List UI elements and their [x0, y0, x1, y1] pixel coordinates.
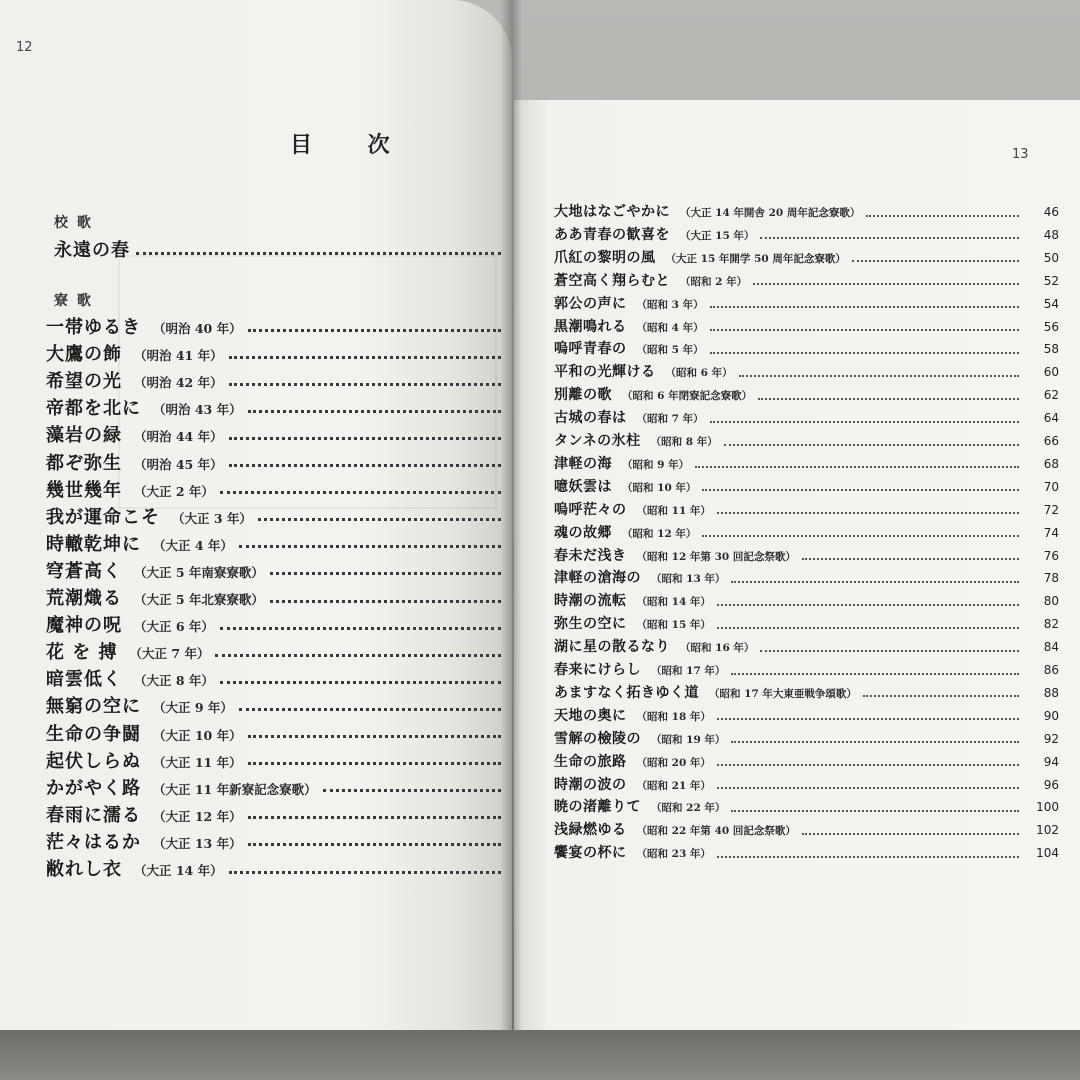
leader-dots: [717, 856, 1019, 858]
toc-entry-title: 魂の故郷: [554, 524, 612, 541]
leader-dots: [731, 810, 1019, 812]
toc-entry-title: 暁の渚離りて: [554, 799, 641, 816]
leader-dots: [239, 708, 501, 711]
leader-dots: [717, 627, 1019, 629]
toc-entry-title: 時潮の波の: [554, 776, 627, 793]
toc-entry-title: 生命の旅路: [554, 753, 627, 770]
toc-entry-year: （大正 11 年）: [153, 754, 242, 770]
leader-dots: [731, 741, 1019, 743]
toc-entry-year: （昭和 8 年）: [650, 436, 718, 448]
toc-entry-year: （大正 2 年）: [134, 483, 214, 499]
leader-dots: [731, 581, 1019, 583]
leader-dots: [220, 681, 501, 684]
toc-entry-title: 雪解の檢陵の: [554, 730, 641, 747]
toc-entry-title: 敝れし衣: [46, 859, 122, 880]
toc-entry-year: （昭和 7 年）: [636, 413, 704, 426]
toc-entry: [554, 247, 1059, 270]
toc-entry-title: 生命の争闘: [46, 723, 141, 745]
toc-entry-title: 穹蒼高く: [46, 560, 122, 582]
leader-dots: [695, 466, 1019, 468]
toc-entry-year: （昭和 22 年）: [651, 802, 726, 815]
leader-dots: [724, 444, 1019, 446]
toc-entry-page: 104: [1036, 846, 1059, 861]
leader-dots: [239, 545, 501, 548]
leader-dots: [802, 833, 1019, 835]
toc-entry-title: 春雨に濡る: [46, 804, 141, 826]
toc-entry-year: （明治 45 年）: [134, 456, 223, 472]
toc-entry: [46, 855, 501, 881]
toc-entry: [554, 499, 1059, 522]
toc-entry-title: タンネの氷柱: [554, 433, 641, 449]
leader-dots: [248, 410, 501, 413]
toc-entry-title: 津軽の滄海の: [554, 570, 641, 587]
toc-entry-year: （大正 6 年）: [134, 619, 214, 635]
toc-entry: [554, 453, 1059, 476]
toc-entry-year: （明治 43 年）: [153, 402, 242, 418]
toc-entry-year: （明治 42 年）: [134, 375, 223, 391]
book-gutter: [500, 0, 522, 1080]
toc-entry-page: 92: [1043, 731, 1059, 746]
toc-entry: [46, 340, 501, 366]
leader-dots: [270, 572, 501, 575]
toc-entry-title: 起伏しらぬ: [46, 750, 141, 772]
leader-dots: [710, 306, 1019, 308]
toc-entry-title: 春来にけらし: [554, 662, 641, 678]
toc-entry: [554, 682, 1059, 705]
leader-dots: [323, 789, 501, 792]
toc-entry-title: 天地の奥に: [554, 707, 627, 724]
toc-entry-title: 大鷹の飾: [46, 344, 122, 366]
toc-entry-year: （大正 15 年開学 50 周年記念寮歌）: [665, 252, 846, 265]
toc-entry-year: （昭和 19 年）: [651, 733, 726, 746]
toc-entry-year: （昭和 4 年）: [636, 321, 704, 334]
toc-entry-page: 88: [1043, 685, 1059, 700]
leader-dots: [248, 816, 501, 819]
toc-entry-title: 黒潮鳴れる: [554, 318, 627, 335]
toc-entry-year: （大正 12 年）: [153, 808, 242, 824]
toc-entry-title: 幾世幾年: [46, 479, 122, 501]
leader-dots: [229, 383, 501, 386]
toc-entry: [46, 720, 501, 746]
leader-dots: [229, 871, 501, 874]
toc-entry: [554, 705, 1059, 728]
toc-entry: [554, 338, 1059, 361]
toc-entry-title: 噫妖雲は: [554, 478, 612, 495]
toc-entry: [46, 449, 501, 475]
toc-entry: [46, 557, 501, 583]
toc-entry: [554, 819, 1059, 842]
toc-entry: [46, 367, 501, 393]
toc-entry: [554, 476, 1059, 499]
toc-entry: [554, 545, 1059, 568]
leader-dots: [717, 604, 1019, 606]
leader-dots: [710, 352, 1019, 354]
toc-entry: [46, 503, 501, 529]
toc-entry-title: 嗚呼青春の: [554, 341, 627, 358]
toc-entry-title: 津軽の海: [554, 455, 612, 472]
toc-entry-page: 86: [1043, 663, 1059, 677]
leader-dots: [717, 787, 1019, 789]
toc-entry-title: 湖に星の散るなり: [554, 639, 670, 656]
toc-entry-title: 嗚呼茫々の: [554, 501, 627, 518]
section-label-dorm-songs: 寮 歌: [54, 293, 93, 309]
leader-dots: [717, 764, 1019, 766]
toc-entry-year: （昭和 10 年）: [622, 481, 697, 494]
toc-entry: [46, 665, 501, 691]
toc-entry-year: （昭和 16 年）: [680, 642, 755, 655]
toc-entry: [46, 530, 501, 556]
toc-entry-page: 54: [1043, 296, 1059, 311]
toc-entry: [46, 774, 501, 800]
toc-entry-year: （大正 8 年）: [134, 673, 214, 689]
toc-entry: [46, 828, 501, 854]
toc-entry: [554, 430, 1059, 453]
toc-entry-title: 郭公の声に: [554, 295, 627, 312]
toc-entry-page: 56: [1043, 319, 1059, 334]
toc-entry-year: （昭和 5 年）: [636, 344, 704, 357]
leader-dots: [270, 600, 501, 603]
toc-entry-year: （昭和 6 年）: [665, 367, 733, 380]
toc-entry: [554, 774, 1059, 797]
toc-entry-year: （明治 41 年）: [134, 348, 223, 364]
leader-dots: [220, 491, 501, 494]
toc-entry-page: 70: [1043, 479, 1059, 494]
toc-entry-page: 66: [1043, 434, 1059, 448]
toc-entry-year: （昭和 11 年）: [636, 504, 711, 517]
leader-dots: [220, 627, 501, 630]
toc-entry: [46, 476, 501, 502]
toc-entry-page: 96: [1043, 777, 1059, 792]
toc-entry: [46, 747, 501, 773]
toc-entry-page: 72: [1043, 502, 1059, 517]
toc-entry: [554, 201, 1059, 224]
toc-entry-title: 別離の歌: [554, 387, 612, 404]
leader-dots: [248, 762, 501, 765]
leader-dots: [866, 215, 1019, 217]
toc-entry-year: （昭和 13 年）: [651, 573, 726, 586]
toc-entry-page: 50: [1043, 250, 1059, 265]
leader-dots: [248, 843, 501, 846]
toc-entry-year: （大正 3 年）: [172, 510, 252, 526]
toc-entry: [46, 611, 501, 637]
leader-dots: [258, 518, 501, 521]
toc-entry-title: 爪紅の黎明の風: [554, 249, 656, 266]
leader-dots: [710, 329, 1019, 331]
toc-entry: [554, 796, 1059, 819]
toc-entry-title: 無窮の空に: [46, 696, 141, 718]
toc-entry-year: （大正 10 年）: [153, 727, 242, 743]
leader-dots: [702, 535, 1019, 537]
toc-entry-page: 58: [1043, 342, 1059, 357]
toc-entry-year: （昭和 21 年）: [636, 779, 711, 792]
toc-entry-year: （大正 13 年）: [153, 835, 242, 851]
leader-dots: [248, 329, 501, 332]
toc-entry-year: （大正 5 年北寮寮歌）: [134, 592, 264, 607]
toc-entry-year: （昭和 23 年）: [636, 848, 711, 861]
toc-entry: [554, 567, 1059, 590]
toc-entry-page: 68: [1043, 456, 1059, 471]
toc-entry-year: （昭和 17 年）: [651, 665, 726, 677]
toc-entry-title: 饗宴の杯に: [554, 845, 627, 862]
toc-entry-page: 82: [1043, 617, 1059, 632]
toc-entry-title: 大地はなごやかに: [554, 204, 670, 220]
toc-entry: [554, 522, 1059, 545]
leader-dots: [229, 356, 501, 359]
leader-dots: [802, 558, 1019, 560]
toc-entry: [554, 751, 1059, 774]
toc-entry-title: 花 を 搏: [46, 642, 118, 664]
toc-entry: [554, 659, 1059, 682]
toc-entry-year: （昭和 3 年）: [636, 298, 704, 311]
toc-entry-year: （大正 14 年）: [134, 863, 223, 878]
leader-dots: [758, 398, 1019, 400]
toc-entry-year: （昭和 18 年）: [636, 710, 711, 723]
toc-entry-year: （大正 5 年南寮寮歌）: [134, 564, 264, 580]
toc-entry-page: 84: [1043, 640, 1059, 655]
toc-entry-title: 古城の春は: [554, 410, 627, 427]
toc-entry: [46, 421, 501, 447]
toc-entry: [46, 394, 501, 420]
section-label-school-song: 校 歌: [54, 215, 93, 231]
toc-entry: [46, 638, 501, 664]
toc-entry-year: （昭和 2 年）: [680, 275, 748, 288]
toc-entry: [554, 361, 1059, 384]
toc-entry-year: （昭和 12 年）: [622, 527, 697, 540]
toc-entry-title: かがやく路: [46, 777, 141, 799]
toc-entry-title: 都ぞ弥生: [46, 452, 122, 474]
toc-entry-title: 弥生の空に: [554, 616, 627, 633]
toc-entry: [554, 224, 1059, 247]
toc-entry-year: （昭和 20 年）: [636, 756, 711, 769]
toc-entry-title: 藻岩の緑: [46, 425, 122, 447]
toc-entry-page: 94: [1043, 754, 1059, 769]
toc-entry-title: 茫々はるか: [46, 831, 141, 853]
toc-entry-year: （昭和 22 年第 40 回記念祭歌）: [636, 825, 796, 838]
leader-dots: [136, 252, 501, 255]
toc-entry-title: 我が運命こそ: [46, 506, 160, 528]
toc-entry-year: （昭和 6 年閉寮記念寮歌）: [622, 390, 753, 403]
leader-dots: [248, 735, 501, 738]
toc-entry: [554, 590, 1059, 613]
leader-dots: [760, 650, 1019, 652]
toc-entry: [554, 316, 1059, 339]
toc-entry-page: 80: [1043, 594, 1059, 609]
toc-entry-title: あますなく拓きゆく道: [554, 684, 699, 701]
toc-entry-page: 102: [1036, 823, 1059, 838]
leader-dots: [229, 437, 501, 440]
toc-entry-year: （昭和 15 年）: [636, 619, 711, 632]
toc-entry-page: 64: [1043, 411, 1059, 426]
toc-entry: [554, 613, 1059, 636]
toc-entry-year: （明治 44 年）: [134, 429, 223, 445]
toc-entry: [46, 692, 501, 718]
toc-entry: [46, 584, 501, 610]
toc-entry-year: （昭和 9 年）: [622, 458, 690, 471]
toc-entry: [46, 313, 501, 339]
toc-entry: [554, 636, 1059, 659]
toc-entry-title: 希望の光: [46, 371, 122, 393]
leader-dots: [852, 260, 1019, 262]
leader-dots: [863, 695, 1019, 697]
toc-entry-year: （大正 7 年）: [129, 646, 210, 662]
toc-entry-year: （明治 40 年）: [153, 321, 242, 336]
toc-entry-year: （大正 9 年）: [153, 700, 233, 716]
toc-entry-title: 春未だ浅き: [554, 547, 627, 564]
leader-dots: [702, 489, 1019, 491]
leader-dots: [215, 654, 501, 657]
toc-entry: [554, 293, 1059, 316]
toc-entry-page: 90: [1043, 708, 1059, 723]
toc-entry-title: 時潮の流転: [554, 593, 627, 610]
toc-entry-year: （大正 15 年）: [680, 229, 755, 242]
page-title: 目 次: [290, 132, 414, 158]
toc-entry-title: 時轍乾坤に: [46, 533, 141, 555]
toc-entry: [46, 801, 501, 827]
left-page-number: 12: [16, 40, 33, 55]
toc-entry-page: 52: [1043, 273, 1059, 288]
toc-entry-page: 48: [1043, 227, 1059, 242]
toc-entry-page: 74: [1043, 525, 1059, 540]
leader-dots: [753, 283, 1019, 285]
toc-entry-title: 荒潮熾る: [46, 588, 122, 609]
toc-entry-year: （昭和 12 年第 30 回記念祭歌）: [636, 550, 796, 563]
toc-entry-title: ああ青春の歓喜を: [554, 226, 670, 243]
toc-entry-title: 一帯ゆるき: [46, 317, 141, 338]
toc-entry-page: 46: [1043, 205, 1059, 219]
toc-entry-title: 帝都を北に: [46, 398, 141, 420]
leader-dots: [731, 673, 1019, 675]
leader-dots: [710, 421, 1019, 423]
toc-entry-title: 暗雲低く: [46, 669, 122, 691]
toc-entry-school-song: [54, 236, 501, 262]
leader-dots: [739, 375, 1019, 377]
toc-entry: [554, 407, 1059, 430]
leader-dots: [717, 512, 1019, 514]
toc-entry: [554, 728, 1059, 751]
table-surface: [0, 1030, 1080, 1080]
leader-dots: [229, 464, 501, 467]
toc-entry-title: 平和の光輝ける: [554, 364, 656, 381]
toc-entry-page: 62: [1043, 388, 1059, 403]
toc-entry-year: （大正 11 年新寮記念寮歌）: [153, 781, 317, 797]
toc-entry-page: 76: [1043, 548, 1059, 563]
toc-entry-year: （大正 4 年）: [153, 537, 233, 553]
leader-dots: [760, 237, 1019, 239]
right-page-number: 13: [1012, 147, 1029, 162]
toc-entry-page: 60: [1043, 365, 1059, 380]
toc-entry: [554, 270, 1059, 293]
toc-entry-title: 永遠の春: [54, 240, 130, 261]
toc-entry-year: （昭和 17 年大東亜戦争頌歌）: [709, 687, 857, 700]
toc-entry-page: 100: [1036, 800, 1059, 815]
toc-entry-page: 78: [1043, 571, 1059, 586]
toc-entry: [554, 384, 1059, 407]
toc-entry-year: （大正 14 年開舎 20 周年記念寮歌）: [680, 207, 861, 219]
toc-entry-title: 浅緑燃ゆる: [554, 822, 627, 839]
leader-dots: [717, 718, 1019, 720]
toc-entry-title: 魔神の呪: [46, 615, 122, 637]
toc-entry: [554, 842, 1059, 865]
toc-entry-title: 蒼空高く翔らむと: [554, 272, 670, 289]
toc-entry-year: （昭和 14 年）: [636, 596, 711, 609]
